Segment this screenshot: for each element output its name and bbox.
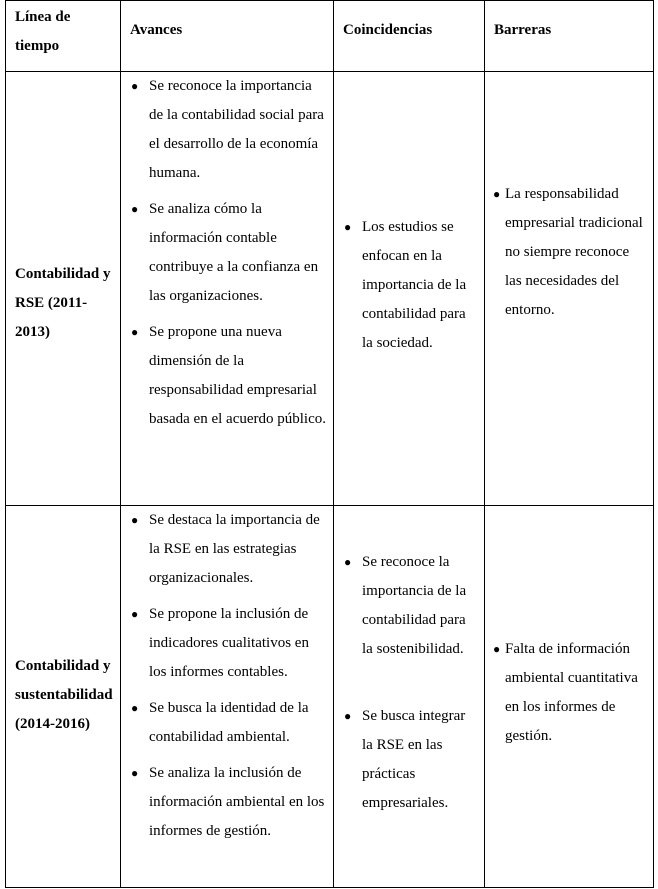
- list-item: [129, 694, 327, 752]
- list-item: [129, 195, 327, 311]
- list-item: [129, 600, 327, 687]
- list-item-text: Se destaca la importancia de la RSE en las estrategias organizacionales.: [149, 512, 320, 586]
- barreras-cell: [485, 72, 654, 506]
- list-item-text: Se busca la identidad de la contabilidad ambiental.: [149, 700, 309, 745]
- list-item-text: Se busca integrar la RSE en las prácticas empresariales.: [362, 708, 466, 811]
- row-label: Contabilidad y sustentabilidad (2014-2016): [15, 658, 113, 732]
- row-label: Contabilidad y RSE (2011-2013): [15, 266, 111, 340]
- bullet-icon: ●: [131, 766, 139, 780]
- header-coincidences: [334, 1, 485, 72]
- header-coincidences-label: Coincidencias: [343, 22, 433, 38]
- list-item: [342, 702, 478, 818]
- list-item-text: Se analiza la inclusión de información ambiental en los informes de gestión.: [149, 765, 325, 839]
- list-item: [129, 759, 327, 846]
- header-timeline: [6, 1, 121, 72]
- list-item: [129, 506, 327, 593]
- bullet-icon: ●: [344, 220, 352, 234]
- list-item-text: La responsabilidad empresarial tradicional no siempre reconoce las necesidades del entorno.: [505, 186, 643, 318]
- list-item-text: Los estudios se enfocan en la importancia de la contabilidad para la sociedad.: [362, 219, 467, 351]
- bullet-icon: ●: [493, 641, 501, 656]
- bullet-icon: ●: [131, 202, 139, 216]
- comparison-table-document: [5, 0, 653, 888]
- avances-cell: [121, 506, 334, 888]
- bullet-icon: ●: [344, 709, 352, 723]
- list-item-text: Se reconoce la importancia de la contabilidad social para el desarrollo de la economía humana.: [149, 78, 324, 181]
- list-item-text: Falta de información ambiental cuantitativa en los informes de gestión.: [505, 640, 638, 744]
- list-item: [493, 180, 647, 325]
- barreras-list: [493, 180, 647, 325]
- row-label-cell: [6, 506, 121, 888]
- barreras-cell: [485, 506, 654, 888]
- list-item-text: Se propone la inclusión de indicadores cualitativos en los informes contables.: [149, 606, 309, 680]
- coincidencias-cell: [334, 506, 485, 888]
- table-row: [6, 72, 654, 506]
- bullet-icon: ●: [344, 555, 352, 569]
- list-item: [129, 72, 327, 188]
- coincidencias-list: [342, 213, 478, 358]
- avances-list: [129, 72, 327, 434]
- header-barriers-label: Barreras: [494, 22, 552, 38]
- header-advances: [121, 1, 334, 72]
- avances-list: [129, 506, 327, 846]
- coincidencias-cell: [334, 72, 485, 506]
- bullet-icon: ●: [131, 325, 139, 339]
- comparison-table: [5, 0, 654, 888]
- list-item: [129, 318, 327, 434]
- list-item: [493, 635, 647, 751]
- list-item-text: Se propone una nueva dimensión de la responsabilidad empresarial basada en el acuerdo público.: [149, 324, 327, 427]
- bullet-icon: ●: [493, 187, 501, 201]
- header-barriers: [485, 1, 654, 72]
- header-advances-label: Avances: [130, 22, 183, 38]
- list-item-text: Se analiza cómo la información contable contribuye a la confianza en las organizaciones.: [149, 201, 319, 304]
- bullet-icon: ●: [131, 701, 139, 715]
- avances-cell: [121, 72, 334, 506]
- header-timeline-label: Línea de tiempo: [15, 9, 71, 54]
- bullet-icon: ●: [131, 79, 139, 93]
- bullet-icon: ●: [131, 513, 139, 527]
- list-item: [342, 213, 478, 358]
- barreras-list: [493, 635, 647, 751]
- list-item-text: Se reconoce la importancia de la contabilidad para la sostenibilidad.: [362, 554, 467, 657]
- coincidencias-list: [342, 548, 478, 818]
- table-row: [6, 506, 654, 888]
- row-label-cell: [6, 72, 121, 506]
- list-item: [342, 548, 478, 664]
- table-header-row: [6, 1, 654, 72]
- bullet-icon: ●: [131, 607, 139, 621]
